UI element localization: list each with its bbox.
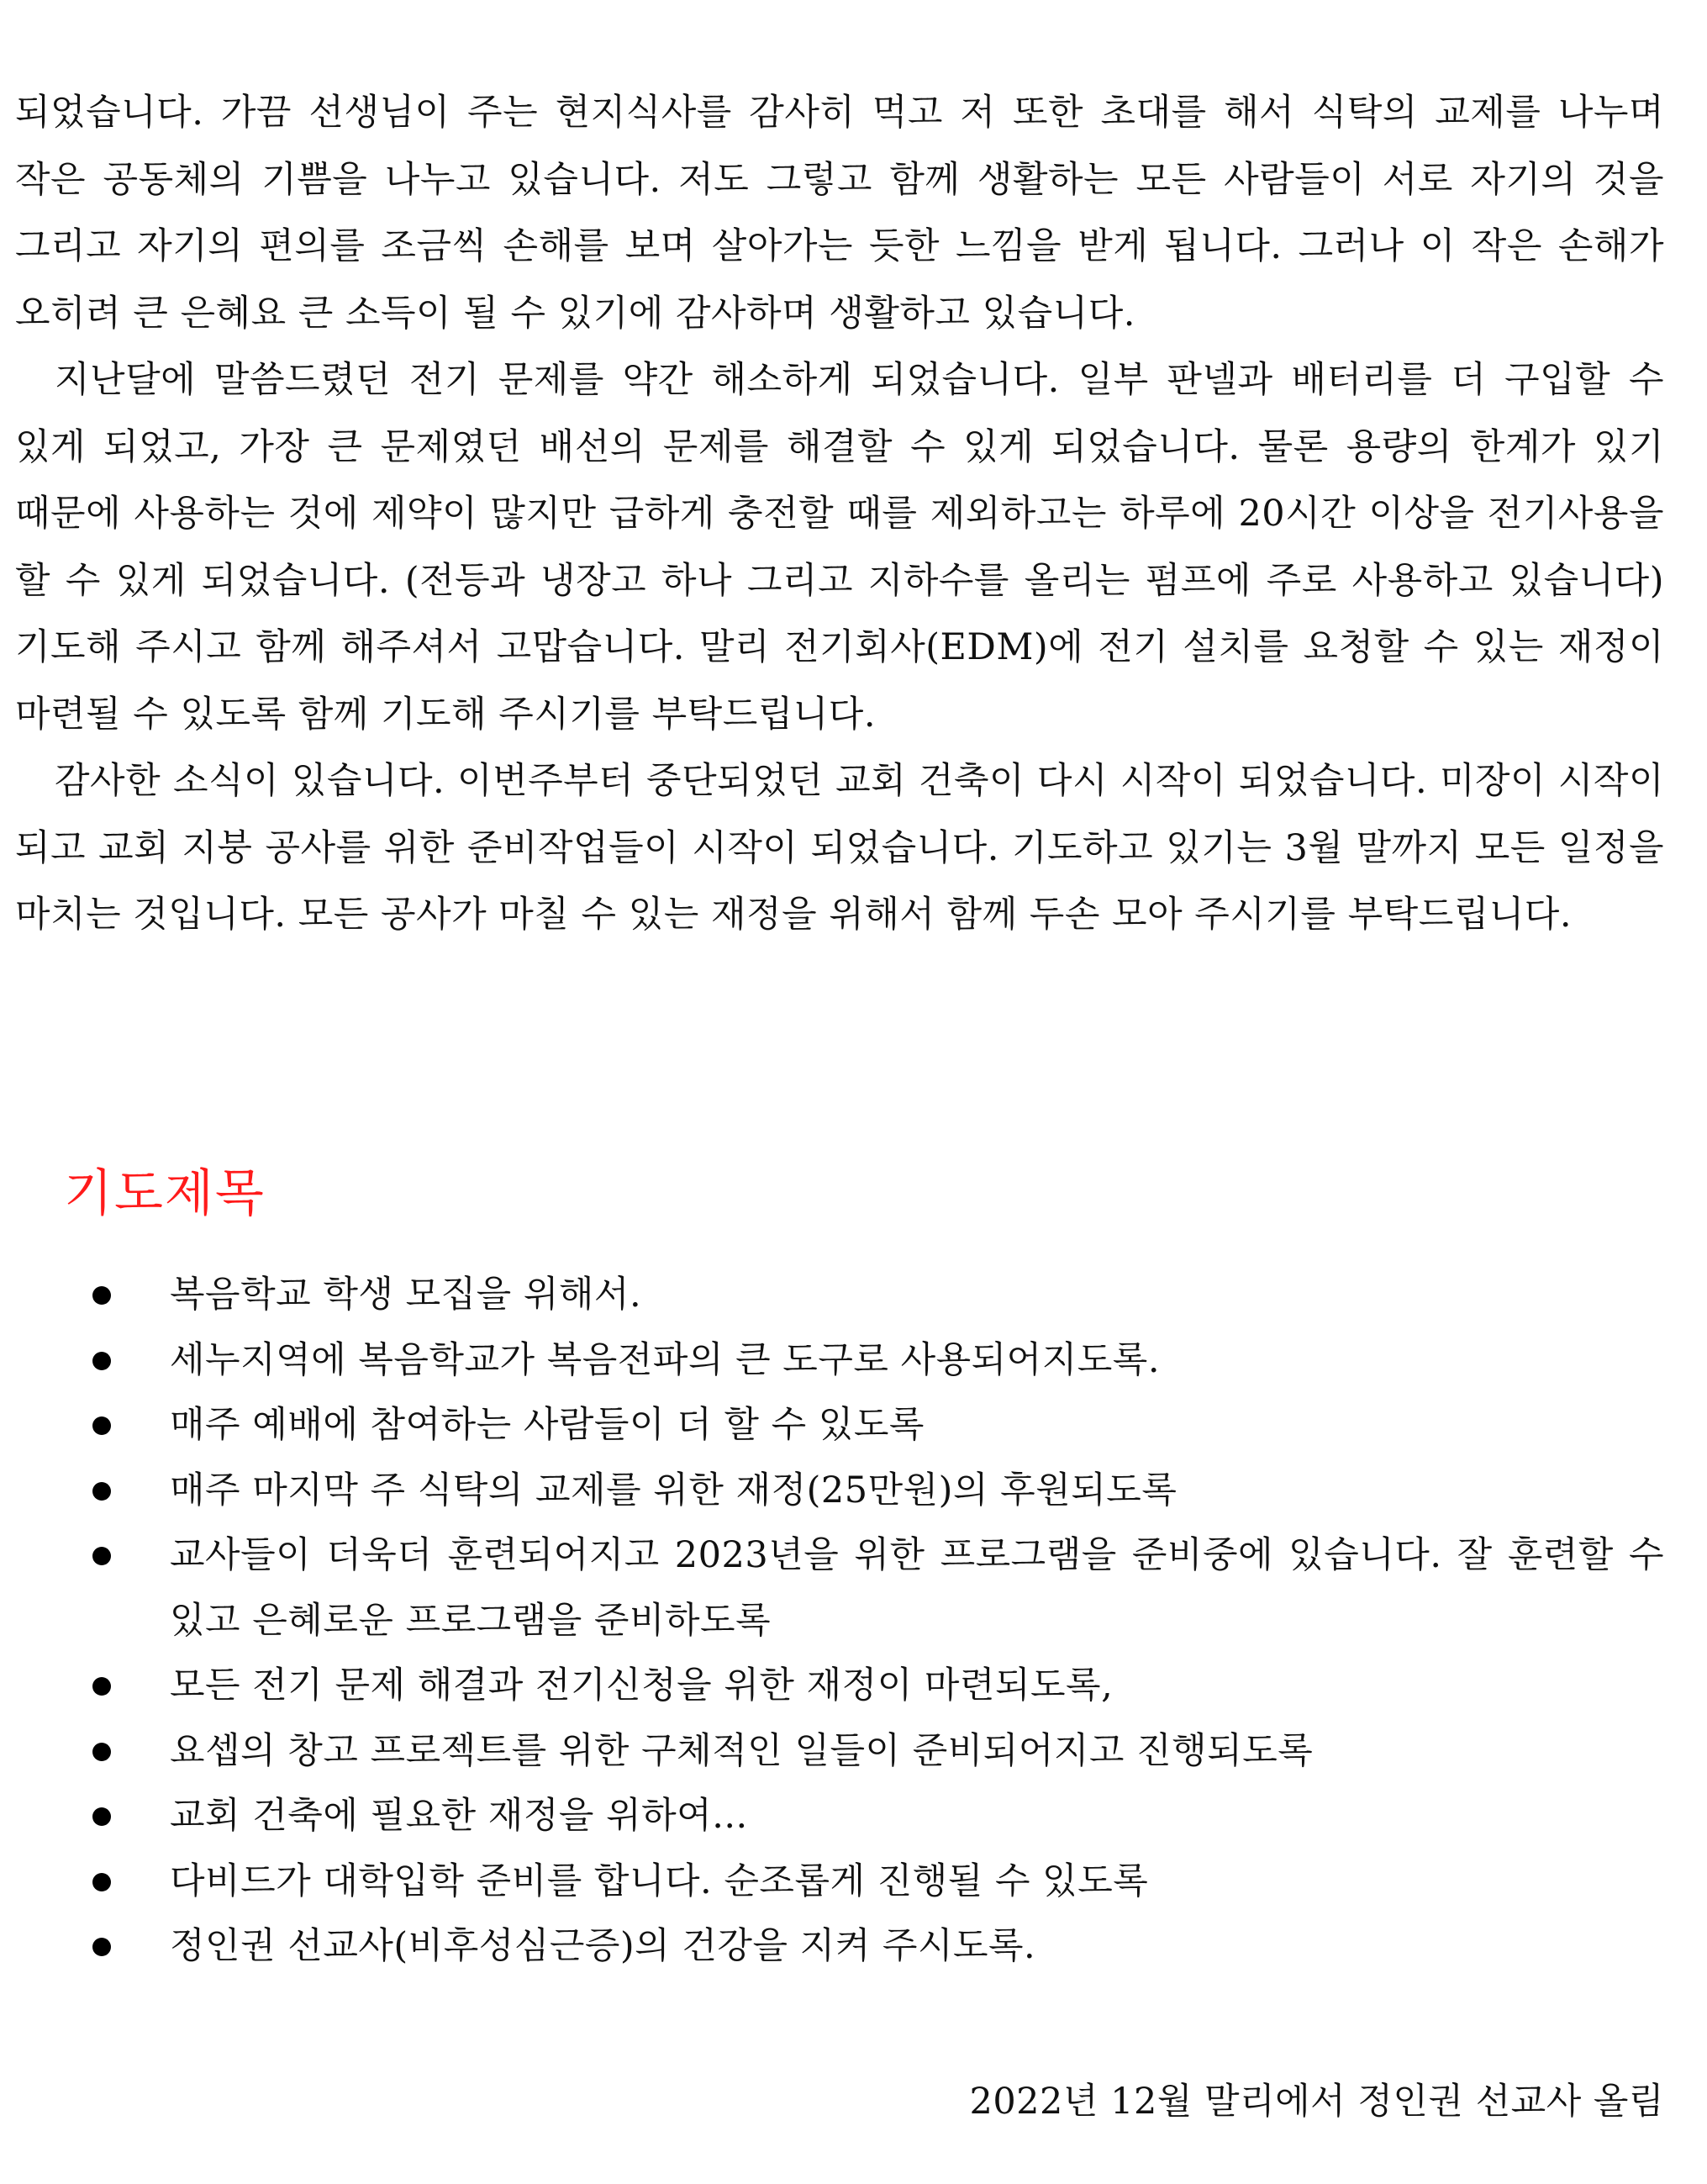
- prayer-item-text: 세누지역에 복음학교가 복음전파의 큰 도구로 사용되어지도록.: [170, 1338, 1160, 1381]
- bullet-icon: [92, 1482, 111, 1501]
- prayer-item-text: 요셉의 창고 프로젝트를 위한 구체적인 일들이 준비되어지고 진행되도록: [170, 1729, 1314, 1772]
- bullet-icon: [92, 1416, 111, 1435]
- paragraph-church-construction: 감사한 소식이 있습니다. 이번주부터 중단되었던 교회 건축이 다시 시작이 되었습니다. 미장이 시작이 되고 교회 지붕 공사를 위한 준비작업들이 시작이 되었습니다. 기도하고 있기는 3월 말까지 모든 일정을 마치는 것입니다. 모든 공사가 마칠 수 있는 재정을 위해서 함께 두손 모아 주시기를 부탁드립니다.: [15, 760, 1664, 936]
- paragraph-electricity: 지난달에 말씀드렸던 전기 문제를 약간 해소하게 되었습니다. 일부 판넬과 배터리를 더 구입할 수 있게 되었고, 가장 큰 문제였던 배선의 문제를 해결할 수 있게 되었습니다. 물론 용량의 한계가 있기 때문에 사용하는 것에 제약이 많지만 급하게 충전할 때를 제외하고는 하루에 20시간 이상을 전기사용을 할 수 있게 되었습니다. (전등과 냉장고 하나 그리고 지하수를 올리는 펌프에 주로 사용하고 있습니다) 기도해 주시고 함께 해주셔서 고맙습니다. 말리 전기회사(EDM)에 전기 설치를 요청할 수 있는 재정이 마련될 수 있도록 함께 기도해 주시기를 부탁드립니다.: [15, 359, 1664, 736]
- prayer-item: [92, 1784, 1664, 1849]
- prayer-item: [92, 1328, 1664, 1394]
- bullet-icon: [92, 1743, 111, 1761]
- letter-signature: 2022년 12월 말리에서 정인권 선교사 올림: [969, 2081, 1664, 2123]
- prayer-item: [92, 1654, 1664, 1719]
- prayer-item-text: 교회 건축에 필요한 재정을 위하여...: [170, 1795, 748, 1837]
- bullet-icon: [92, 1873, 111, 1891]
- bullet-icon: [92, 1352, 111, 1370]
- prayer-item-text: 매주 예배에 참여하는 사람들이 더 할 수 있도록: [170, 1404, 925, 1446]
- prayer-item: [92, 1263, 1664, 1328]
- prayer-item-text: 복음학교 학생 모집을 위해서.: [170, 1274, 642, 1316]
- prayer-item-text: 교사들이 더욱더 훈련되어지고 2023년을 위한 프로그램을 준비중에 있습니다. 잘 훈련할 수 있고 은혜로운 프로그램을 준비하도록: [170, 1534, 1664, 1642]
- prayer-item: [92, 1523, 1664, 1654]
- bullet-icon: [92, 1938, 111, 1956]
- bullet-icon: [92, 1286, 111, 1305]
- prayer-item: [92, 1914, 1664, 1980]
- prayer-item-text: 다비드가 대학입학 준비를 합니다. 순조롭게 진행될 수 있도록: [170, 1860, 1149, 1902]
- prayer-item-text: 매주 마지막 주 식탁의 교제를 위한 재정(25만원)의 후원되도록: [170, 1469, 1178, 1511]
- prayer-item-text: 모든 전기 문제 해결과 전기신청을 위한 재정이 마련되도록,: [170, 1664, 1114, 1707]
- bullet-icon: [92, 1547, 111, 1565]
- prayer-item: [92, 1719, 1664, 1785]
- prayer-section-title: 기도제목: [64, 1164, 266, 1223]
- bullet-icon: [92, 1677, 111, 1696]
- prayer-item: [92, 1459, 1664, 1524]
- bullet-icon: [92, 1807, 111, 1826]
- paragraph-community: 되었습니다. 가끔 선생님이 주는 현지식사를 감사히 먹고 저 또한 초대를 해서 식탁의 교제를 나누며 작은 공동체의 기쁨을 나누고 있습니다. 저도 그렇고 함께 생활하는 모든 사람들이 서로 자기의 것을 그리고 자기의 편의를 조금씩 손해를 보며 살아가는 듯한 느낌을 받게 됩니다. 그러나 이 작은 손해가 오히려 큰 은혜요 큰 소득이 될 수 있기에 감사하며 생활하고 있습니다.: [15, 92, 1664, 335]
- prayer-list: [92, 1263, 1664, 1980]
- prayer-item: [92, 1849, 1664, 1915]
- prayer-item-text: 정인권 선교사(비후성심근증)의 건강을 지켜 주시도록.: [170, 1925, 1036, 1967]
- letter-body: [15, 80, 1664, 949]
- prayer-item: [92, 1393, 1664, 1459]
